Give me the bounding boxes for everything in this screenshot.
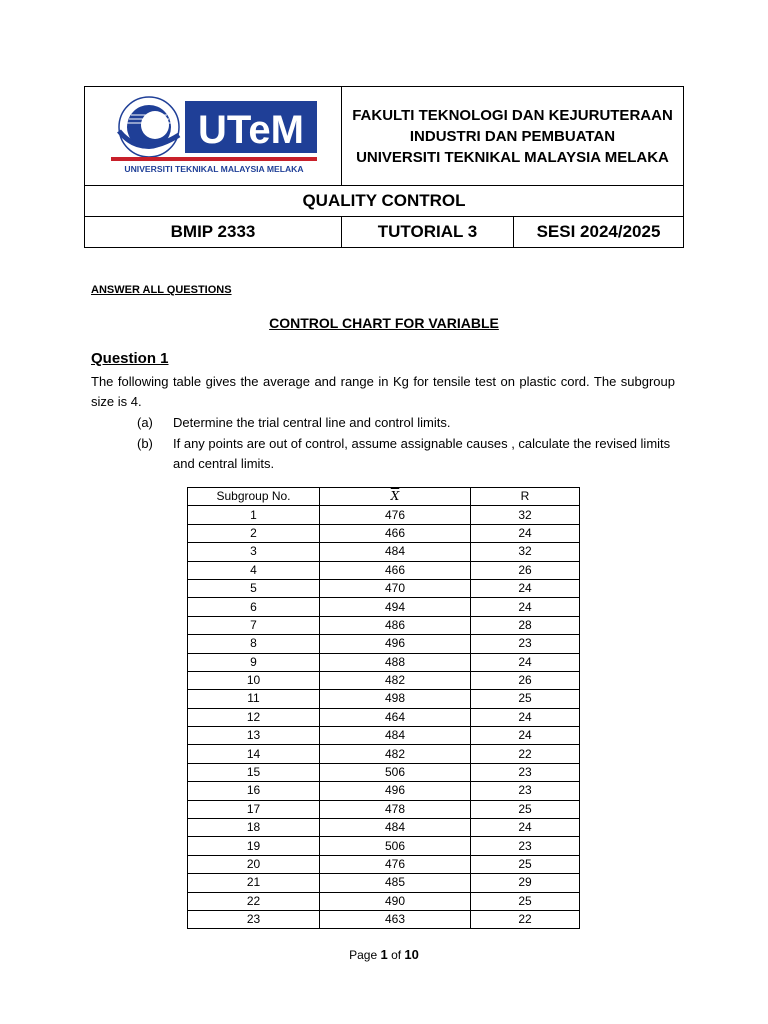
subgroup-cell: 18	[188, 819, 320, 837]
subgroup-cell: 23	[188, 910, 320, 928]
table-row	[188, 874, 580, 892]
xbar-cell: 476	[320, 855, 471, 873]
tutorial-number: TUTORIAL 3	[342, 217, 514, 248]
table-row	[188, 671, 580, 689]
xbar-cell: 470	[320, 579, 471, 597]
footer-total-pages: 10	[404, 947, 419, 962]
xbar-cell: 494	[320, 598, 471, 616]
range-cell: 25	[471, 690, 580, 708]
institution-line-2: INDUSTRI DAN PEMBUATAN	[409, 127, 616, 145]
table-row	[188, 727, 580, 745]
xbar-cell: 506	[320, 763, 471, 781]
page-footer	[0, 947, 768, 962]
subgroup-cell: 14	[188, 745, 320, 763]
range-cell: 22	[471, 910, 580, 928]
xbar-cell: 498	[320, 690, 471, 708]
table-row	[188, 782, 580, 800]
utem-logo	[111, 95, 321, 177]
range-cell: 32	[471, 543, 580, 561]
table-row	[188, 819, 580, 837]
range-cell: 23	[471, 837, 580, 855]
xbar-cell: 488	[320, 653, 471, 671]
range-cell: 24	[471, 524, 580, 542]
range-cell: 32	[471, 506, 580, 524]
xbar-cell: 496	[320, 635, 471, 653]
subgroup-cell: 5	[188, 579, 320, 597]
table-row	[188, 616, 580, 634]
xbar-cell: 464	[320, 708, 471, 726]
subgroup-cell: 6	[188, 598, 320, 616]
table-row	[188, 855, 580, 873]
logo-subtitle: UNIVERSITI TEKNIKAL MALAYSIA MELAKA	[124, 164, 304, 174]
range-cell: 29	[471, 874, 580, 892]
xbar-cell: 484	[320, 819, 471, 837]
table-body	[188, 506, 580, 929]
table-row	[188, 598, 580, 616]
range-cell: 25	[471, 892, 580, 910]
subgroup-cell: 17	[188, 800, 320, 818]
xbar-cell: 466	[320, 561, 471, 579]
xbar-cell: 466	[320, 524, 471, 542]
header-subgroup: Subgroup No.	[188, 488, 320, 506]
range-cell: 22	[471, 745, 580, 763]
range-cell: 24	[471, 708, 580, 726]
header-table	[84, 86, 684, 248]
subgroup-cell: 10	[188, 671, 320, 689]
xbar-cell: 484	[320, 543, 471, 561]
table-row	[188, 745, 580, 763]
table-row	[188, 653, 580, 671]
table-row	[188, 543, 580, 561]
range-cell: 28	[471, 616, 580, 634]
range-cell: 24	[471, 598, 580, 616]
xbar-cell: 506	[320, 837, 471, 855]
question-body: The following table gives the average and range in Kg for tensile test on plastic cord. The subgroup size is 4.	[91, 374, 675, 409]
session: SESI 2024/2025	[514, 217, 684, 248]
course-title: QUALITY CONTROL	[85, 186, 684, 217]
table-row	[188, 579, 580, 597]
footer-of: of	[391, 948, 402, 962]
range-cell: 24	[471, 819, 580, 837]
instructions: ANSWER ALL QUESTIONS	[91, 284, 232, 296]
item-label: (a)	[137, 415, 153, 430]
xbar-cell: 496	[320, 782, 471, 800]
header-range: R	[471, 488, 580, 506]
table-row	[188, 635, 580, 653]
header-xbar	[320, 488, 471, 506]
range-cell: 25	[471, 855, 580, 873]
table-row	[188, 837, 580, 855]
subgroup-cell: 13	[188, 727, 320, 745]
logo-text: UTeM	[198, 108, 304, 152]
table-row	[188, 892, 580, 910]
subgroup-cell: 21	[188, 874, 320, 892]
institution-cell	[342, 87, 684, 186]
item-text: If any points are out of control, assume assignable causes , calculate the revised limits and central limits.	[173, 436, 671, 471]
xbar-cell: 482	[320, 745, 471, 763]
subgroup-cell: 11	[188, 690, 320, 708]
subgroup-cell: 12	[188, 708, 320, 726]
range-cell: 24	[471, 579, 580, 597]
xbar-symbol: $\overline{X}$	[390, 489, 400, 504]
question-title: Question 1	[91, 350, 169, 367]
table-row	[188, 800, 580, 818]
course-code: BMIP 2333	[85, 217, 342, 248]
table-row	[188, 506, 580, 524]
range-cell: 26	[471, 561, 580, 579]
institution-line-3: UNIVERSITI TEKNIKAL MALAYSIA MELAKA	[356, 148, 669, 166]
range-cell: 25	[471, 800, 580, 818]
subgroup-cell: 4	[188, 561, 320, 579]
subgroup-cell: 9	[188, 653, 320, 671]
xbar-cell: 486	[320, 616, 471, 634]
subgroup-cell: 2	[188, 524, 320, 542]
subgroup-cell: 20	[188, 855, 320, 873]
subgroup-cell: 19	[188, 837, 320, 855]
institution-line-1: FAKULTI TEKNOLOGI DAN KEJURUTERAAN	[352, 106, 673, 124]
item-label: (b)	[137, 436, 153, 451]
range-cell: 23	[471, 635, 580, 653]
subgroup-cell: 8	[188, 635, 320, 653]
section-title: CONTROL CHART FOR VARIABLE	[269, 315, 499, 331]
xbar-cell: 490	[320, 892, 471, 910]
range-cell: 24	[471, 727, 580, 745]
xbar-cell: 484	[320, 727, 471, 745]
subgroup-cell: 16	[188, 782, 320, 800]
logo-cell	[85, 87, 342, 186]
range-cell: 26	[471, 671, 580, 689]
table-row	[188, 561, 580, 579]
xbar-cell: 478	[320, 800, 471, 818]
footer-prefix: Page	[349, 948, 378, 962]
subgroup-cell: 15	[188, 763, 320, 781]
item-text: Determine the trial central line and control limits.	[173, 415, 451, 430]
range-cell: 24	[471, 653, 580, 671]
table-row	[188, 910, 580, 928]
xbar-cell: 463	[320, 910, 471, 928]
subgroup-cell: 22	[188, 892, 320, 910]
xbar-cell: 482	[320, 671, 471, 689]
table-row	[188, 524, 580, 542]
xbar-cell: 476	[320, 506, 471, 524]
footer-current-page: 1	[380, 947, 388, 962]
subgroup-cell: 7	[188, 616, 320, 634]
table-row	[188, 708, 580, 726]
range-cell: 23	[471, 763, 580, 781]
table-row	[188, 763, 580, 781]
range-cell: 23	[471, 782, 580, 800]
data-table	[187, 487, 580, 929]
subgroup-cell: 1	[188, 506, 320, 524]
subgroup-cell: 3	[188, 543, 320, 561]
xbar-cell: 485	[320, 874, 471, 892]
table-row	[188, 690, 580, 708]
